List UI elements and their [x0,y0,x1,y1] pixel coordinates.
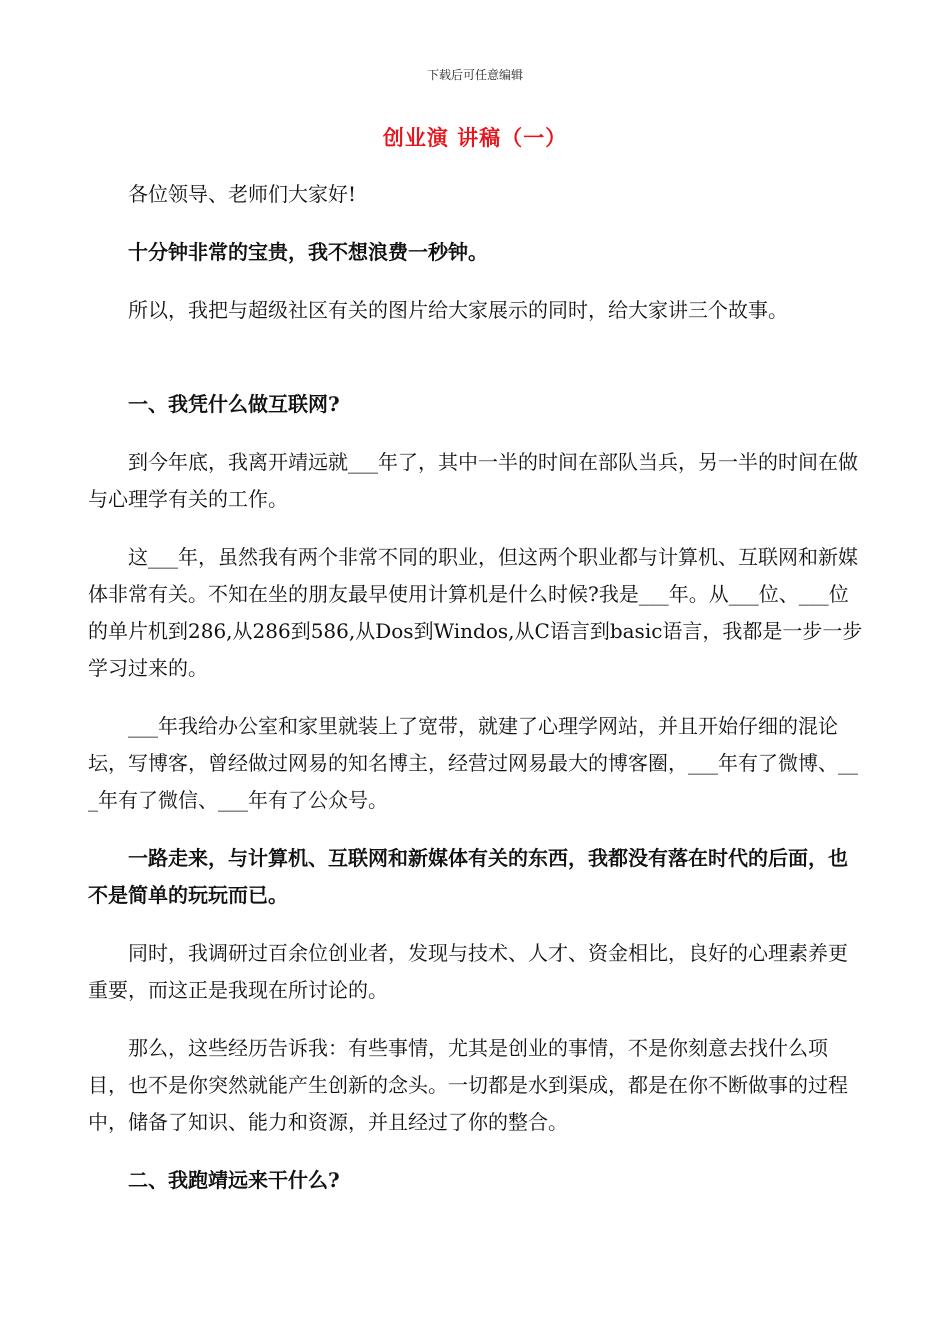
header-note: 下载后可任意编辑 [426,68,523,82]
body-paragraph: 到今年底，我离开靖远就___年了，其中一半的时间在部队当兵，另一半的时间在做与心理学有关的工作。 [88,450,858,511]
greeting-paragraph: 各位领导、老师们大家好! [128,182,357,206]
section-heading-2: 二、我跑靖远来干什么? [128,1168,340,1192]
bold-paragraph: 十分钟非常的宝贵，我不想浪费一秒钟。 [128,240,488,264]
body-paragraph: ___年我给办公室和家里就装上了宽带，就建了心理学网站，并且开始仔细的混论坛，写博客，曾经做过网易的知名博主，经营过网易最大的博客圈，___年有了微博、___年有了微信、___年有了公众号。 [88,714,858,812]
intro-paragraph: 所以，我把与超级社区有关的图片给大家展示的同时，给大家讲三个故事。 [128,298,788,322]
section-heading-1: 一、我凭什么做互联网? [128,392,340,416]
body-paragraph: 同时，我调研过百余位创业者，发现与技术、人才、资金相比，良好的心理素养更重要，而这正是我现在所讨论的。 [88,941,848,1002]
document-body [88,176,864,1220]
body-paragraph: 这___年，虽然我有两个非常不同的职业，但这两个职业都与计算机、互联网和新媒体非常有关。不知在坐的朋友最早使用计算机是什么时候?我是___年。从___位、___位的单片机到286,从286到586,从Dos到Windos,从C语言到basic语言，我都是一步一步学习过来的。 [88,545,863,680]
bold-paragraph: 一路走来，与计算机、互联网和新媒体有关的东西，我都没有落在时代的后面，也不是简单的玩玩而已。 [88,846,848,907]
body-paragraph: 那么，这些经历告诉我：有些事情，尤其是创业的事情，不是你刻意去找什么项目，也不是你突然就能产生创新的念头。一切都是水到渠成，都是在你不断做事的过程中，储备了知识、能力和资源，并且经过了你的整合。 [88,1036,848,1134]
document-title: 创业演 讲稿（一） [382,125,568,150]
